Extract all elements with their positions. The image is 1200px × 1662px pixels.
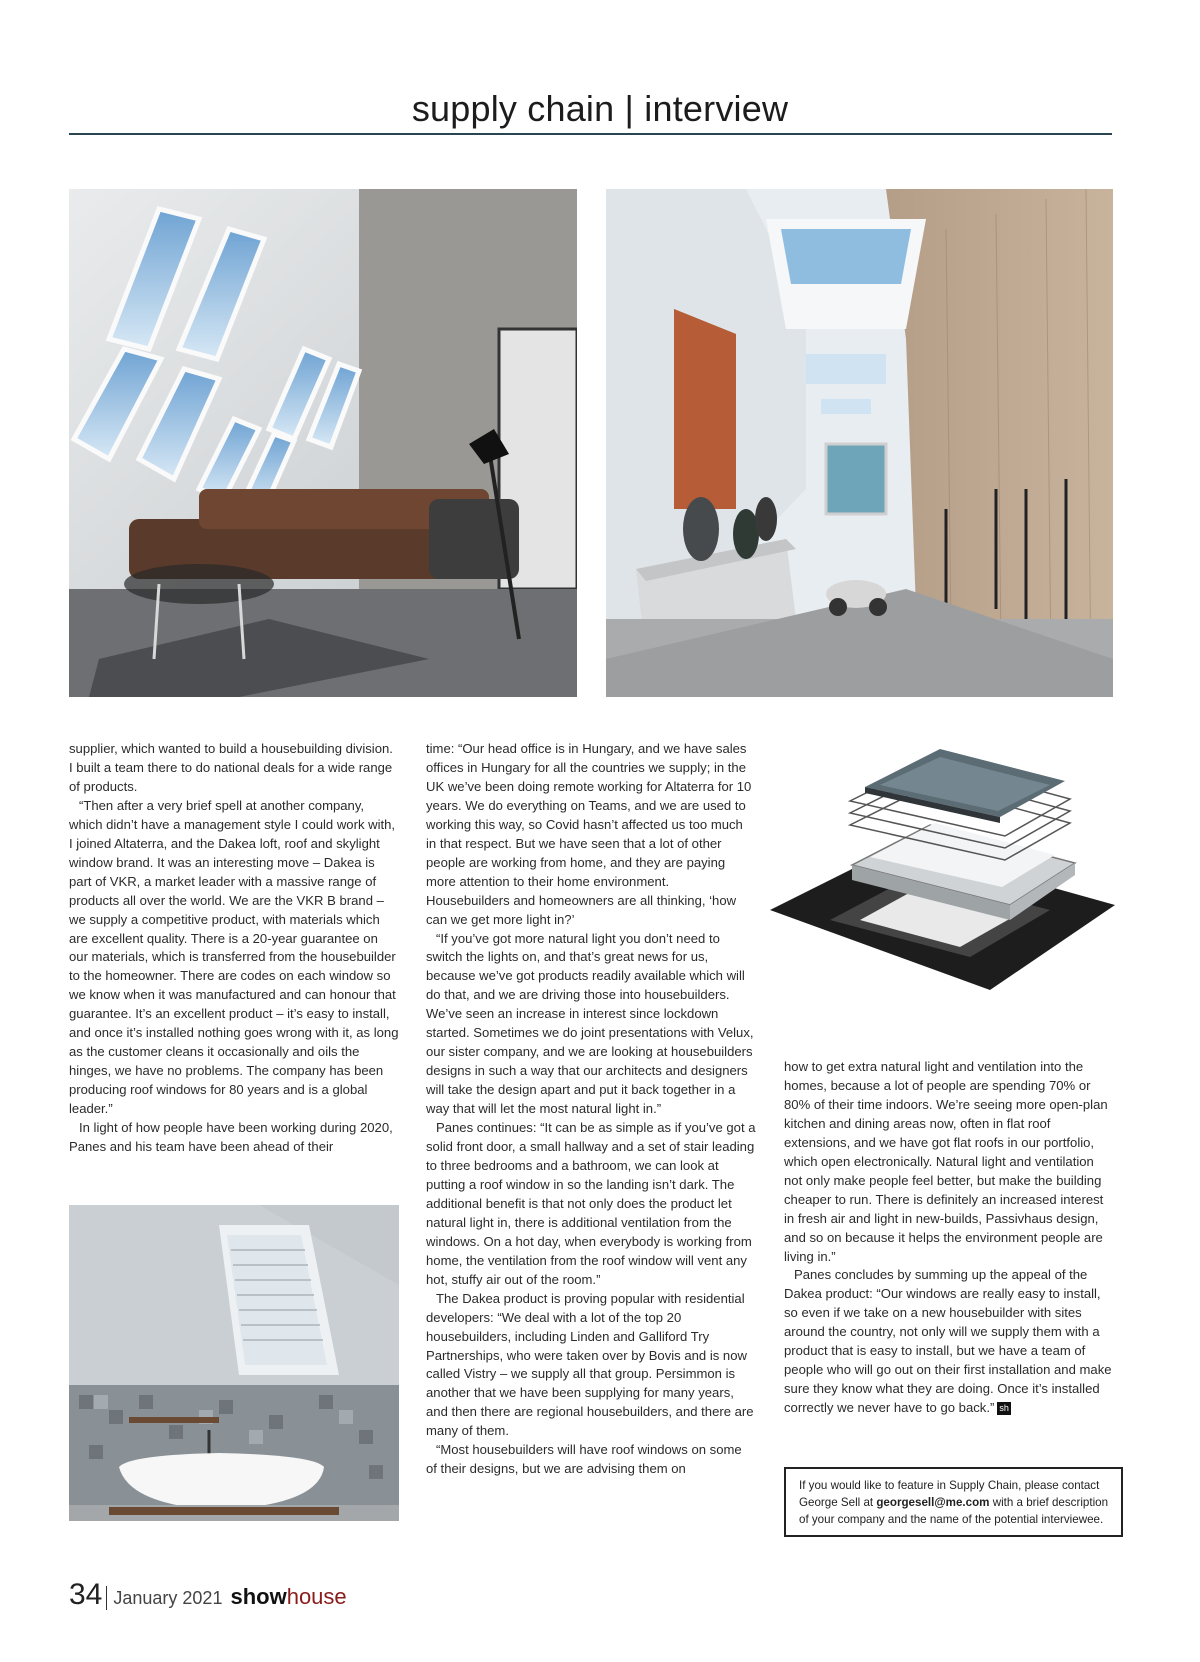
article-column-1 [69, 740, 399, 1157]
paragraph-text: Panes concludes by summing up the appeal of the Dakea product: “Our windows are really easy to install, so even if we take on a new housebuilder with sites around the country, not only will we supply them with a product that is easy to install, but we have a team of people who will go out on their first installation and make sure they know what they are doing. Once it’s installed correctly we never have to go back.” [784, 1267, 1112, 1416]
paragraph-final [784, 1266, 1114, 1418]
paragraph: Panes continues: “It can be as simple as if you’ve got a solid front door, a small hallway and a set of stair leading to three bedrooms and a bathroom, we can look at putting a roof window in so the landing isn’t dark. The additional benefit is that not only does the product let natural light in, there is additional ventilation from the windows. On a hot day, when everybody is working from home, the ventilation from the roof window will vent any hot, stuffy air out of the room.” [426, 1120, 756, 1287]
page-title: supply chain | interview [411, 88, 789, 129]
article-column-3 [784, 1058, 1114, 1418]
contact-text-before: If you would like to feature in Supply Chain, please contact George Sell at [799, 1479, 1100, 1509]
paragraph: “If you’ve got more natural light you don’t need to switch the lights on, and that’s great news for us, because we’ve got products readily available which will do that, and we are driving those into housebuilders. We’ve seen an increase in interest since lockdown started. Sometimes we do joint presentations with Velux, our sister company, and we are looking at housebuilders designs in such a way that our architects and designers will take the design apart and put it back together in a way that will let the most natural light in.” [426, 930, 754, 1117]
paragraph: how to get extra natural light and ventilation into the homes, because a lot of people are spending 70% or 80% of their time indoors. We’re seeing more open-plan kitchen and dining areas now, often in flat roof extensions, and we have got flat roofs in our portfolio, which open electronically. Natural light and ventilation not only make people feel better, but make the building cheaper to run. There is definitely an increased interest in fresh air and light in new-builds, Passivhaus design, and so on because it helps the environment people are living in.” [784, 1059, 1108, 1264]
paragraph: “Then after a very brief spell at another company, which didn’t have a management style I could work with, I joined Altaterra, and the Dakea loft, roof and skylight window brand. It was an interesting move – Dakea is part of VKR, a market leader with a massive range of products all over the world. We are the VKR B brand – we supply a competitive product, with materials which are excellent quality. There is a 20-year guarantee on our materials, which is transferred from the housebuilder to the homeowner. There are codes on each window so we know when it was manufactured and can honour that guarantee. It’s an excellent product – it’s easy to install, and once it’s installed nothing goes wrong with it, as long as the customer cleans it occasionally and oils the hinges, we have no problems. The company has been producing roof windows for 80 years and is a global leader.” [69, 797, 399, 1117]
paragraph: supplier, which wanted to build a housebuilding division. I built a team there to do national deals for a wide range of products. [69, 741, 393, 794]
contact-text-after: with a brief description of your company and the name of the potential interviewee. [799, 1496, 1109, 1526]
issue-date: January 2021 [113, 1588, 223, 1608]
paragraph: “Most housebuilders will have roof windows on some of their designs, but we are advising them on [426, 1442, 742, 1477]
photo-corridor [606, 189, 1113, 697]
brand-logo-show: show [230, 1584, 287, 1609]
paragraph: The Dakea product is proving popular with residential developers: “We deal with a lot of the top 20 housebuilders, including Linden and Galliford Try Partnerships, who were taken over by Bovis and is now called Vistry – we supply all that group. Persimmon is another that we have been supplying for many years, and then there are regional housebuilders, and there are many of them. [426, 1290, 754, 1439]
photo-bathroom [69, 1205, 399, 1521]
contact-email[interactable]: georgesell@me.com [876, 1496, 990, 1509]
article-column-2 [426, 740, 756, 1479]
brand-logo-house: house [286, 1584, 347, 1609]
end-mark-icon: sh [999, 1403, 1009, 1414]
paragraph: time: “Our head office is in Hungary, and we have sales offices in Hungary for all the countries we supply; in the UK we’ve been doing remote working for Altaterra for 10 years. We do everything on Teams, and we are used to working this way, so Covid hasn’t affected us too much in that respect. But we have seen that a lot of other people are working from home, and they are paying more attention to their home environment. Housebuilders and homeowners are all thinking, ‘how can we get more light in?’ [426, 741, 752, 927]
page-footer [69, 1578, 347, 1618]
footer-divider [106, 1586, 107, 1610]
photo-living-room [69, 189, 577, 697]
photo-roof-window-exploded [770, 735, 1115, 1018]
contact-box [784, 1467, 1123, 1537]
page-number: 34 [69, 1578, 103, 1611]
header-divider [69, 133, 1112, 135]
paragraph: In light of how people have been working during 2020, Panes and his team have been ahead of their [69, 1120, 393, 1155]
